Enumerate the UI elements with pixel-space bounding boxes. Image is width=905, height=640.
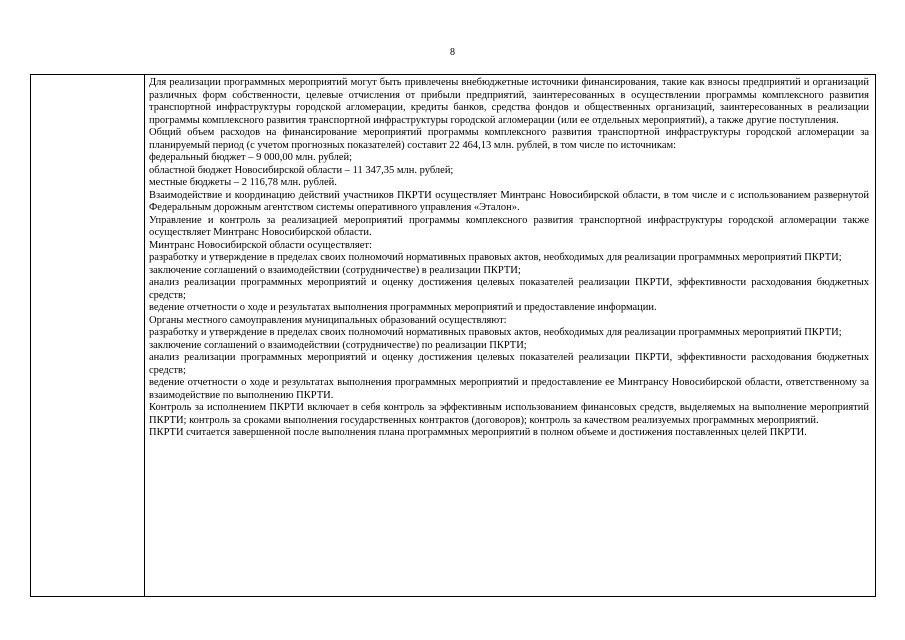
paragraph-ministry-acts: разработку и утверждение в пределах своих полномочий нормативных правовых актов, необходимых для реализации программных мероприятий ПКРТИ;: [149, 252, 842, 263]
paragraph-ministry-heading: Минтранс Новосибирской области осуществляет:: [149, 239, 372, 251]
paragraph-ministry-analysis: анализ реализации программных мероприятий и оценку достижения целевых показателей реализации ПКРТИ, эффективности расходования бюджетных средств;: [149, 277, 869, 301]
paragraph-local-budgets: местные бюджеты – 2 116,78 млн. рублей.: [149, 177, 337, 188]
paragraph-municipal-reporting: ведение отчетности о ходе и результатах выполнения программных мероприятий и предоставление ее Минтрансу Новосибирской области, ответственному за взаимодействие по выполнению ПКРТИ.: [149, 377, 869, 401]
paragraph-ministry-reporting: ведение отчетности о ходе и результатах выполнения программных мероприятий и предоставление информации.: [149, 302, 657, 313]
paragraph-regional-budget: областной бюджет Новосибирской области – 11 347,35 млн. рублей;: [149, 164, 454, 176]
paragraph-completion: ПКРТИ считается завершенной после выполнения плана программных мероприятий в полном объеме и достижения поставленных целей ПКРТИ.: [149, 427, 807, 438]
document-table: [30, 74, 876, 597]
page-number: 8: [450, 47, 455, 58]
paragraph-management-control: Управление и контроль за реализацией мероприятий программы комплексного развития транспортной инфраструктуры городской агломерации также осуществляет Минтранс Новосибирской области.: [149, 214, 869, 238]
paragraph-municipal-analysis: анализ реализации программных мероприятий и оценку достижения целевых показателей реализации ПКРТИ, эффективности расходования бюджетных средств;: [149, 352, 869, 376]
paragraph-municipal-acts: разработку и утверждение в пределах своих полномочий нормативных правовых актов, необходимых для реализации программных мероприятий ПКРТИ;: [149, 327, 842, 338]
table-left-cell: [31, 75, 145, 596]
paragraph-municipal-heading: Органы местного самоуправления муниципальных образований осуществляют:: [149, 314, 507, 326]
paragraph-total-expenses: Общий объем расходов на финансирование мероприятий программы комплексного развития транспортной инфраструктуры городской агломерации за планируемый период (с учетом прогнозных показателей) составит 22 464,13 млн. рублей, в том числе по источникам:: [149, 127, 869, 151]
paragraph-extrabudgetary-sources: Для реализации программных мероприятий могут быть привлечены внебюджетные источники финансирования, такие как взносы предприятий и организаций различных форм собственности, целевые отчисления от прибыли предприятий, заинтересованных в осуществлении программы комплексного развития транспортной инфраструктуры городской агломерации, кредиты банков, средства фондов и общественных организаций, заинтересованных в реализации программы комплексного развития транспортной инфраструктуры городской агломерации (или ее отдельных мероприятий), а также другие поступления.: [149, 77, 869, 126]
paragraph-coordination: Взаимодействие и координацию действий участников ПКРТИ осуществляет Минтранс Новосибирской области, в том числе и с использованием развернутой Федеральным дорожным агентством системы оперативного управления «Эталон».: [149, 189, 869, 213]
paragraph-federal-budget: федеральный бюджет – 9 000,00 млн. рублей;: [149, 152, 353, 163]
paragraph-municipal-agreements: заключение соглашений о взаимодействии (сотрудничестве) по реализации ПКРТИ;: [149, 339, 527, 351]
paragraph-ministry-agreements: заключение соглашений о взаимодействии (сотрудничестве) в реализации ПКРТИ;: [149, 264, 521, 276]
table-text-cell: [145, 75, 875, 596]
paragraph-execution-control: Контроль за исполнением ПКРТИ включает в себя контроль за эффективным использованием финансовых средств, выделяемых на выполнение мероприятий ПКРТИ; контроль за сроками выполнения государственных контрактов (договоров); контроль за качеством реализуемых программных мероприятий.: [149, 402, 869, 426]
